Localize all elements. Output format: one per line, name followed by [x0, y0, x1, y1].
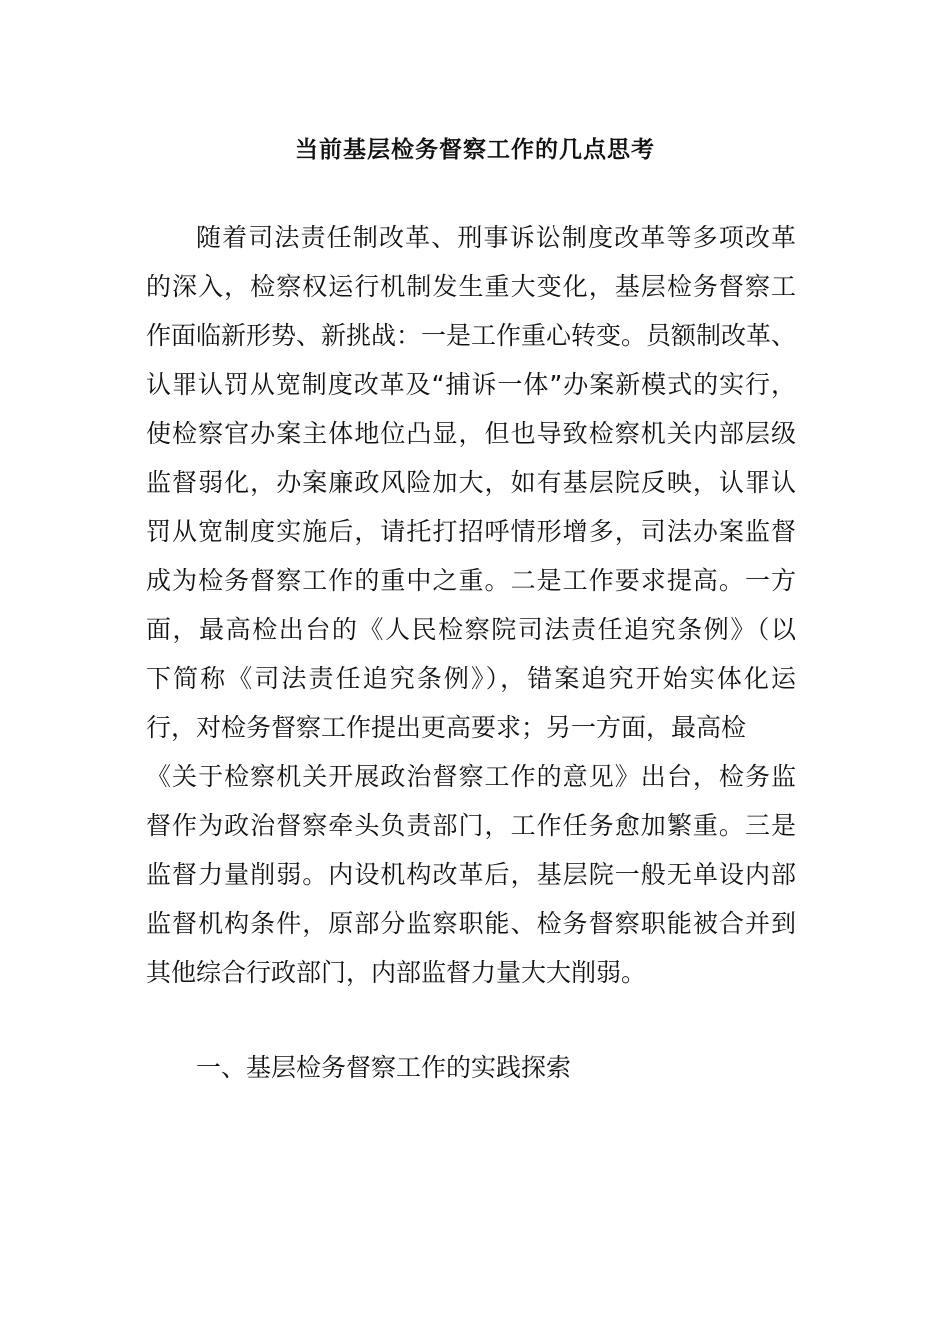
paragraph-line: 罚从宽制度实施后，请托打招呼情形增多，司法办案监督: [146, 517, 796, 546]
paragraph-line: 监督力量削弱。内设机构改革后，基层院一般无单设内部: [146, 860, 796, 889]
paragraph-line: 成为检务督察工作的重中之重。二是工作要求提高。一方: [146, 566, 796, 595]
document-title: 当前基层检务督察工作的几点思考: [295, 136, 655, 163]
paragraph-line: 监督弱化，办案廉政风险加大，如有基层院反映，认罪认: [146, 468, 796, 497]
paragraph-line: 下简称《司法责任追究条例》），错案追究开始实体化运: [146, 664, 796, 693]
paragraph-line: 其他综合行政部门，内部监督力量大大削弱。: [146, 958, 647, 987]
paragraph-line: 认罪认罚从宽制度改革及“捕诉一体”办案新模式的实行，: [146, 370, 796, 399]
paragraph-line: 使检察官办案主体地位凸显，但也导致检察机关内部层级: [146, 419, 796, 448]
paragraph-line: 面，最高检出台的《人民检察院司法责任追究条例》（以: [146, 615, 796, 644]
paragraph-line: 行，对检务督察工作提出更高要求；另一方面，最高检: [146, 713, 747, 742]
paragraph-line: 监督机构条件，原部分监察职能、检务督察职能被合并到: [146, 909, 796, 938]
paragraph-line: 的深入，检察权运行机制发生重大变化，基层检务督察工: [146, 272, 796, 301]
paragraph-line: 随着司法责任制改革、刑事诉讼制度改革等多项改革: [196, 223, 796, 252]
intro-paragraph: [146, 213, 796, 997]
section-heading: 一、基层检务督察工作的实践探索: [196, 1053, 572, 1082]
paragraph-line: 作面临新形势、新挑战：一是工作重心转变。员额制改革、: [146, 321, 797, 350]
paragraph-line: 督作为政治督察牵头负责部门，工作任务愈加繁重。三是: [146, 811, 796, 840]
paragraph-line: 《关于检察机关开展政治督察工作的意见》出台，检务监: [146, 762, 796, 791]
